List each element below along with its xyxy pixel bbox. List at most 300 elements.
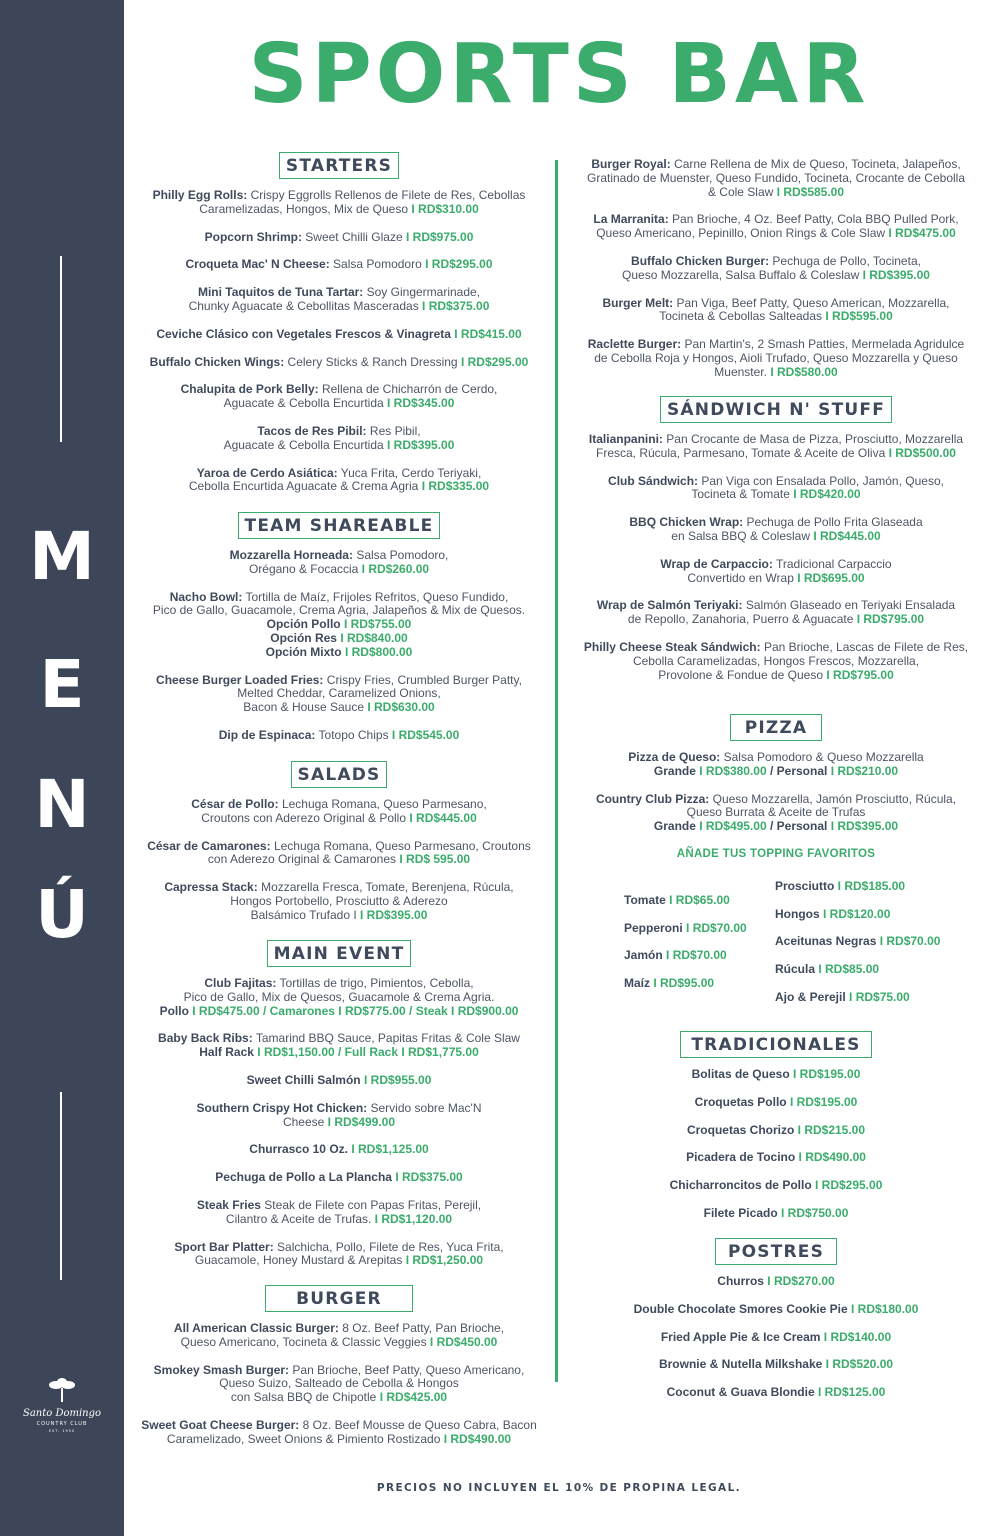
item-name: Nacho Bowl:: [169, 589, 243, 604]
item-desc: Balsámico Trufado I: [250, 907, 360, 922]
menu-item: [136, 1199, 542, 1227]
sidebar-divider-bottom: [60, 1092, 62, 1280]
menu-item: [572, 1358, 980, 1372]
menu-item: [572, 1207, 980, 1221]
sidebar: [0, 0, 124, 1536]
option-name: Opción Mixto: [265, 644, 342, 659]
topping-item: [775, 962, 879, 976]
item-desc: Lechuga Romana, Queso Parmesano, Croutons: [270, 838, 531, 853]
menu-item: [572, 1096, 980, 1110]
item-price: I RD$195.00: [789, 1067, 861, 1081]
item-price: I RD$1,150.00 / Full Rack I RD$1,775.00: [257, 1045, 479, 1060]
item-desc: Salchicha, Pollo, Filete de Res, Yuca Frita,: [273, 1239, 504, 1254]
heading-pizza: PIZZA: [730, 714, 823, 741]
size-label: / Personal: [766, 763, 831, 778]
menu-item: [572, 338, 980, 379]
item-desc: Tamarind BBQ Sauce, Papitas Fritas & Cole Slaw: [252, 1031, 520, 1046]
menu-item: [572, 793, 980, 834]
heading-sandwich: SÁNDWICH N' STUFF: [660, 396, 892, 423]
item-name: La Marranita:: [593, 212, 669, 227]
topping-price: I RD$120.00: [819, 906, 891, 921]
country-club-logo: [12, 1378, 112, 1433]
item-price: I RD$395.00: [360, 907, 428, 922]
item-name: Bolitas de Queso: [691, 1067, 790, 1081]
topping-price: I RD$70.00: [662, 948, 727, 963]
item-desc: Soy Gingermarinade,: [363, 285, 481, 300]
item-price: I RD$ 595.00: [399, 852, 471, 867]
topping-name: Maíz: [624, 976, 651, 991]
sidebar-letter-m: M: [29, 518, 95, 595]
option-name: Opción Res: [270, 630, 337, 645]
item-desc: Aguacate & Cebolla Encurtida: [223, 437, 388, 452]
item-desc: Steak de Filete con Papas Fritas, Perejil,: [260, 1197, 482, 1212]
item-price: I RD$499.00: [327, 1114, 396, 1129]
topping-name: Aceitunas Negras: [775, 934, 877, 949]
menu-item: [572, 1386, 980, 1400]
item-name: Fried Apple Pie & Ice Cream: [660, 1329, 821, 1344]
item-price: I RD$450.00: [429, 1334, 498, 1349]
item-name: Smokey Smash Burger:: [153, 1362, 290, 1377]
heading-team-shareable: TEAM SHAREABLE: [238, 512, 441, 539]
size-label: / Personal: [766, 819, 831, 834]
menu-item: [572, 599, 980, 627]
item-name: Croqueta Mac' N Cheese:: [185, 257, 330, 272]
menu-item: [136, 328, 542, 342]
menu-item: [572, 558, 980, 586]
topping-price: I RD$70.00: [682, 920, 747, 935]
item-desc: Lechuga Romana, Queso Parmesano,: [278, 797, 487, 811]
item-price: I RD$395.00: [862, 267, 930, 282]
section-burger: [136, 1285, 542, 1447]
item-price: I RD$140.00: [820, 1329, 892, 1344]
item-price: I RD$475.00: [888, 226, 956, 241]
item-price: I RD$260.00: [361, 561, 430, 576]
option-price: I RD$755.00: [340, 617, 412, 632]
menu-item: [136, 1419, 542, 1447]
item-price: I RD$490.00: [795, 1150, 866, 1165]
topping-name: Prosciutto: [775, 879, 835, 893]
item-desc: 8 Oz. Beef Patty, Pan Brioche,: [338, 1321, 505, 1335]
menu-item: [572, 1068, 980, 1082]
item-name: Dip de Espinaca:: [218, 727, 316, 742]
item-price: I RD$215.00: [794, 1122, 866, 1137]
item-desc: Pico de Gallo, Guacamole, Crema Agria, Jalapeños & Mix de Quesos.: [152, 603, 526, 618]
item-desc: Orégano & Focaccia: [248, 561, 362, 576]
menu-item: [136, 674, 542, 715]
menu-item: [136, 1074, 542, 1088]
menu-item: [572, 158, 980, 199]
option-price: I RD$800.00: [341, 644, 413, 659]
section-postres: [572, 1238, 980, 1400]
item-price: I RD$295.00: [811, 1178, 883, 1193]
item-name: Sweet Chilli Salmón: [246, 1072, 361, 1087]
item-price: I RD$310.00: [411, 201, 479, 216]
item-name: Cheese Burger Loaded Fries:: [156, 672, 324, 687]
item-name: Filete Picado: [703, 1205, 778, 1220]
topping-name: Hongos: [775, 906, 820, 921]
menu-item: [136, 467, 542, 495]
item-name: Chicharroncitos de Pollo: [669, 1178, 812, 1193]
menu-item: [572, 255, 980, 283]
menu-item: [572, 641, 980, 682]
item-desc: Guacamole, Honey Mustard & Arepitas: [194, 1253, 406, 1268]
menu-item: [136, 591, 542, 660]
item-price: I RD$595.00: [825, 309, 893, 324]
topping-item: [624, 976, 714, 990]
menu-item: [136, 1102, 542, 1130]
item-desc: Tortillas de trigo, Pimientos, Cebolla,: [276, 976, 474, 990]
item-name: Buffalo Chicken Burger:: [631, 253, 770, 268]
menu-item: [136, 840, 542, 868]
item-name: Picadera de Tocino: [686, 1150, 796, 1165]
topping-item: [624, 921, 747, 935]
item-desc: Caramelizado, Sweet Onions & Pimiento Rostizado: [166, 1431, 444, 1446]
item-name: Pizza de Queso:: [628, 750, 721, 764]
item-desc: Gratinado de Muenster, Queso Fundido, Tocineta, Crocante de Cebolla: [586, 170, 965, 185]
item-price: I RD$415.00: [454, 326, 522, 341]
menu-item: [136, 189, 542, 217]
section-burgers-continued: [572, 158, 980, 380]
item-price: I RD$795.00: [856, 612, 925, 627]
item-desc: Pan Brioche, 4 Oz. Beef Patty, Cola BBQ Pulled Pork,: [668, 212, 959, 227]
menu-item: [136, 881, 542, 922]
item-name: Churros: [717, 1274, 764, 1288]
page-title: SPORTS BAR: [248, 27, 870, 122]
item-price: I RD$375.00: [395, 1170, 463, 1185]
item-desc: Rellena de Chicharrón de Cerdo,: [318, 382, 498, 397]
item-name: Wrap de Salmón Teriyaki:: [596, 598, 743, 613]
option-name: Opción Pollo: [266, 617, 341, 632]
topping-price: I RD$85.00: [815, 962, 880, 977]
menu-item: [136, 1143, 542, 1157]
item-name: Country Club Pizza:: [595, 791, 710, 806]
item-name: Philly Cheese Steak Sándwich:: [583, 639, 761, 654]
item-name: Croquetas Chorizo: [686, 1122, 795, 1137]
item-name: César de Pollo:: [191, 797, 279, 811]
item-price: I RD$495.00: [699, 819, 767, 834]
item-name: Wrap de Carpaccio:: [660, 556, 773, 571]
item-price: I RD$520.00: [822, 1357, 894, 1372]
menu-item: [136, 798, 542, 826]
item-name: Burger Melt:: [602, 295, 674, 310]
item-price: I RD$795.00: [826, 667, 894, 682]
section-salads: [136, 761, 542, 923]
item-desc: 8 Oz. Beef Mousse de Queso Cabra, Bacon: [299, 1417, 537, 1432]
item-desc: Cheese: [282, 1114, 328, 1129]
item-desc: Pan Martin's, 2 Smash Patties, Mermelada Agridulce: [681, 337, 965, 352]
heading-tradicionales: TRADICIONALES: [680, 1031, 871, 1058]
menu-item: [572, 213, 980, 241]
heading-salads: SALADS: [291, 761, 388, 788]
topping-item: [775, 879, 905, 893]
menu-item: [572, 751, 980, 779]
item-name: Club Sándwich:: [608, 473, 699, 488]
item-desc: Pan Brioche, Beef Patty, Queso Americano,: [289, 1362, 525, 1377]
item-name: Brownie & Nutella Milkshake: [658, 1357, 823, 1372]
topping-item: [624, 948, 727, 962]
menu-item: [136, 549, 542, 577]
topping-name: Pepperoni: [624, 920, 683, 935]
item-desc: Tocineta & Tomate: [691, 487, 794, 502]
menu-item: [136, 286, 542, 314]
sidebar-letter-e: E: [39, 646, 85, 723]
item-desc: Pechuga de Pollo, Tocineta,: [769, 253, 921, 268]
item-desc: con Aderezo Original & Camarones: [207, 852, 400, 867]
menu-item: [572, 1275, 980, 1289]
item-desc: Provolone & Fondue de Queso: [658, 667, 827, 682]
item-desc: Pico de Gallo, Mix de Quesos, Guacamole & Crema Agria.: [183, 989, 495, 1004]
heading-burger: BURGER: [265, 1285, 413, 1312]
item-desc: Pan Viga, Beef Patty, Queso American, Mozzarella,: [673, 295, 950, 310]
item-price: I RD$375.00: [422, 298, 490, 313]
item-price: I RD$490.00: [443, 1431, 512, 1446]
menu-item: [572, 516, 980, 544]
menu-item: [136, 1171, 542, 1185]
section-pizza: [572, 714, 980, 860]
item-name: Philly Egg Rolls:: [152, 188, 248, 202]
item-desc: Pan Brioche, Lascas de Filete de Res,: [760, 639, 969, 654]
item-price: I RD$475.00 / Camarones I RD$775.00 / Steak I RD$900.00: [192, 1003, 519, 1018]
menu-item: [572, 1303, 980, 1317]
item-desc: Pan Viga con Ensalada Pollo, Jamón, Queso,: [698, 473, 944, 488]
item-desc: Half Rack: [199, 1045, 258, 1060]
item-price: I RD$1,120.00: [374, 1211, 453, 1226]
item-desc: Queso Mozzarella, Jamón Prosciutto, Rúcula,: [709, 791, 957, 806]
item-desc: Cebolla Caramelizadas, Hongos Frescos, Mozzarella,: [632, 653, 920, 668]
item-price: I RD$955.00: [363, 1072, 432, 1087]
topping-name: Tomate: [624, 893, 666, 907]
item-desc: Cilantro & Aceite de Trufas.: [225, 1211, 375, 1226]
item-price: I RD$180.00: [847, 1301, 919, 1316]
item-name: Croquetas Pollo: [694, 1094, 787, 1109]
item-price: I RD$125.00: [814, 1385, 886, 1400]
item-name: César de Camarones:: [147, 838, 271, 853]
menu-item: [136, 1364, 542, 1405]
topping-item: [775, 990, 910, 1004]
item-name: Mini Taquitos de Tuna Tartar:: [197, 285, 364, 300]
item-price: I RD$295.00: [460, 354, 529, 369]
menu-item: [136, 729, 542, 743]
item-desc: Tocineta & Cebollas Salteadas: [659, 309, 826, 324]
item-desc: Tradicional Carpaccio: [772, 556, 892, 571]
item-name: All American Classic Burger:: [173, 1321, 339, 1335]
logo-script: Santo Domingo: [22, 1408, 102, 1419]
size-label: Grande: [653, 819, 700, 834]
item-desc: Queso Suizo, Salteado de Cebolla & Hongos: [219, 1376, 459, 1391]
item-price: I RD$545.00: [391, 727, 460, 742]
item-name: Southern Crispy Hot Chicken:: [196, 1100, 368, 1115]
topping-item: [624, 893, 730, 907]
item-name: Burger Royal:: [591, 157, 671, 171]
sidebar-letter-n: N: [34, 766, 90, 843]
item-name: Popcorn Shrimp:: [204, 229, 302, 244]
section-starters: [136, 152, 542, 494]
menu-item: [136, 231, 542, 245]
item-desc: Mozzarella Fresca, Tomate, Berenjena, Rúcula,: [257, 880, 514, 895]
item-desc: Tortilla de Maíz, Frijoles Refritos, Queso Fundido,: [242, 589, 509, 604]
item-desc: Chunky Aguacate & Cebollitas Masceradas: [188, 298, 423, 313]
topping-name: Ajo & Perejil: [775, 989, 846, 1004]
item-price: I RD$270.00: [763, 1274, 835, 1288]
item-name: Capressa Stack:: [164, 880, 258, 895]
item-desc: Sweet Chilli Glaze: [301, 229, 406, 244]
heading-starters: STARTERS: [279, 152, 399, 179]
menu-item: [136, 1032, 542, 1060]
item-name: Double Chocolate Smores Cookie Pie: [633, 1301, 848, 1316]
item-desc: Caramelizadas, Hongos, Mix de Queso: [199, 201, 412, 216]
item-name: Coconut & Guava Blondie: [666, 1385, 815, 1400]
item-price: I RD$445.00: [813, 528, 881, 543]
menu-item: [572, 1124, 980, 1138]
item-desc: Queso Mozzarella, Salsa Buffalo & Coleslaw: [622, 267, 863, 282]
topping-item: [775, 934, 940, 948]
item-desc: Queso Burrata & Aceite de Trufas: [686, 805, 866, 820]
menu-item: [572, 297, 980, 325]
item-price: I RD$395.00: [387, 437, 455, 452]
menu-item: [136, 258, 542, 272]
item-price: I RD$210.00: [830, 763, 899, 778]
toppings-title: AÑADE TUS TOPPING FAVORITOS: [676, 847, 876, 860]
item-desc: Pechuga de Pollo Frita Glaseada: [743, 515, 923, 530]
item-name: Pechuga de Pollo a La Plancha: [215, 1170, 392, 1185]
item-price: I RD$425.00: [379, 1390, 448, 1405]
item-desc: Servido sobre Mac'N: [367, 1100, 482, 1115]
item-price: I RD$580.00: [770, 364, 838, 379]
section-tradicionales: [572, 1031, 980, 1221]
item-name: Tacos de Res Pibil:: [257, 423, 367, 438]
item-price: I RD$630.00: [367, 700, 435, 715]
topping-price: I RD$75.00: [845, 989, 910, 1004]
topping-name: Jamón: [624, 948, 663, 963]
menu-item: [572, 433, 980, 461]
item-price: I RD$585.00: [776, 184, 845, 199]
item-desc: Cebolla Encurtida Aguacate & Crema Agria: [188, 479, 422, 494]
item-price: I RD$195.00: [786, 1094, 858, 1109]
section-team-shareable: [136, 512, 542, 743]
logo-name: COUNTRY CLUB: [36, 1421, 88, 1427]
item-desc: de Repollo, Zanahoria, Puerro & Aguacate: [627, 612, 857, 627]
sidebar-divider-top: [60, 256, 62, 442]
item-desc: Totopo Chips: [315, 727, 392, 742]
option-price: I RD$840.00: [336, 630, 408, 645]
item-name: Baby Back Ribs:: [158, 1031, 253, 1046]
menu-item: [572, 475, 980, 503]
item-price: I RD$420.00: [793, 487, 861, 502]
heading-main-event: MAIN EVENT: [267, 940, 412, 967]
item-price: I RD$695.00: [797, 570, 865, 585]
item-price: I RD$750.00: [777, 1205, 849, 1220]
menu-item: [572, 1151, 980, 1165]
item-desc: Bacon & House Sauce: [243, 700, 368, 715]
item-desc: Salsa Pomodoro: [329, 257, 426, 272]
item-price: I RD$295.00: [425, 257, 493, 272]
item-desc: Crispy Eggrolls Rellenos de Filete de Res, Cebollas: [247, 188, 526, 202]
item-name: Chalupita de Pork Belly:: [180, 382, 319, 397]
palm-tree-icon: [47, 1378, 77, 1402]
menu-item: [136, 383, 542, 411]
menu-item: [136, 1322, 542, 1350]
item-name: Raclette Burger:: [587, 337, 682, 352]
item-desc: Convertido en Wrap: [687, 570, 798, 585]
item-desc: Hongos Portobello, Prosciutto & Aderezo: [230, 893, 448, 908]
topping-price: I RD$185.00: [834, 879, 906, 893]
topping-name: Rúcula: [775, 962, 816, 977]
size-label: Grande: [653, 763, 700, 778]
item-desc: Queso Americano, Tocineta & Classic Veggies: [180, 1334, 430, 1349]
menu-item: [572, 1179, 980, 1193]
item-price: I RD$395.00: [830, 819, 899, 834]
item-price: I RD$345.00: [387, 396, 455, 411]
item-price: I RD$445.00: [409, 810, 477, 825]
topping-price: I RD$65.00: [665, 893, 730, 907]
item-desc: Pan Crocante de Masa de Pizza, Prosciutto, Mozzarella: [662, 432, 964, 446]
item-desc: Carne Rellena de Mix de Queso, Tocineta, Jalapeños,: [670, 157, 961, 171]
item-desc: en Salsa BBQ & Coleslaw: [671, 528, 814, 543]
item-desc: Queso Americano, Pepinillo, Onion Rings & Cole Slaw: [596, 226, 889, 241]
item-desc: de Cebolla Roja y Hongos, Aioli Trufado, Queso Mozzarella y Queso: [594, 350, 958, 365]
menu-item: [136, 1241, 542, 1269]
item-desc: Crispy Fries, Crumbled Burger Patty,: [323, 672, 522, 687]
item-name: Club Fajitas:: [204, 976, 277, 990]
item-desc: Pollo: [159, 1003, 193, 1018]
sidebar-letter-u: Ú: [35, 876, 89, 953]
item-name: Buffalo Chicken Wings:: [149, 354, 285, 369]
item-name: BBQ Chicken Wrap:: [629, 515, 744, 530]
item-name: Italianpanini:: [588, 432, 663, 446]
item-name: Sweet Goat Cheese Burger:: [141, 1417, 300, 1432]
item-desc: Croutons con Aderezo Original & Pollo: [201, 810, 410, 825]
item-name: Sport Bar Platter:: [174, 1239, 274, 1254]
item-name: Yaroa de Cerdo Asiática:: [196, 465, 338, 480]
heading-postres: POSTRES: [715, 1238, 837, 1265]
item-desc: Salsa Pomodoro,: [352, 548, 449, 562]
item-desc: Melted Cheddar, Caramelized Onions,: [237, 686, 441, 701]
logo-est: EST. 1950: [48, 1429, 76, 1433]
footer-note: PRECIOS NO INCLUYEN EL 10% DE PROPINA LEGAL.: [376, 1482, 742, 1494]
item-name: Churrasco 10 Oz.: [249, 1142, 348, 1157]
item-desc: Salsa Pomodoro & Queso Mozzarella: [720, 750, 924, 764]
item-price: I RD$335.00: [421, 479, 490, 494]
topping-price: I RD$70.00: [876, 934, 941, 949]
topping-price: I RD$95.00: [650, 976, 715, 991]
menu-item: [572, 1331, 980, 1345]
item-desc: Yuca Frita, Cerdo Teriyaki,: [337, 465, 482, 480]
item-desc: Fresca, Rúcula, Parmesano, Tomate & Aceite de Oliva: [596, 445, 889, 460]
item-desc: Celery Sticks & Ranch Dressing: [284, 354, 461, 369]
menu-item: [136, 356, 542, 370]
item-price: I RD$975.00: [406, 229, 474, 244]
item-desc: Muenster.: [714, 364, 771, 379]
item-price: I RD$380.00: [699, 763, 767, 778]
topping-item: [775, 907, 890, 921]
section-sandwich: [572, 396, 980, 682]
item-desc: Salmón Glaseado en Teriyaki Ensalada: [742, 598, 956, 613]
item-desc: Aguacate & Cebolla Encurtida: [223, 396, 388, 411]
item-price: I RD$1,125.00: [351, 1142, 429, 1157]
item-price: I RD$1,250.00: [405, 1253, 484, 1268]
item-name: Steak Fries: [196, 1197, 261, 1212]
item-desc: & Cole Slaw: [707, 184, 777, 199]
section-main-event: [136, 940, 542, 1268]
item-name: Mozzarella Horneada:: [229, 548, 353, 562]
item-desc: Res Pibil,: [366, 423, 421, 438]
item-price: I RD$500.00: [888, 445, 956, 460]
column-divider: [555, 160, 558, 1382]
item-name: Ceviche Clásico con Vegetales Frescos & Vinagreta: [156, 326, 451, 341]
menu-item: [136, 977, 542, 1018]
menu-item: [136, 425, 542, 453]
item-desc: con Salsa BBQ de Chipotle: [230, 1390, 380, 1405]
